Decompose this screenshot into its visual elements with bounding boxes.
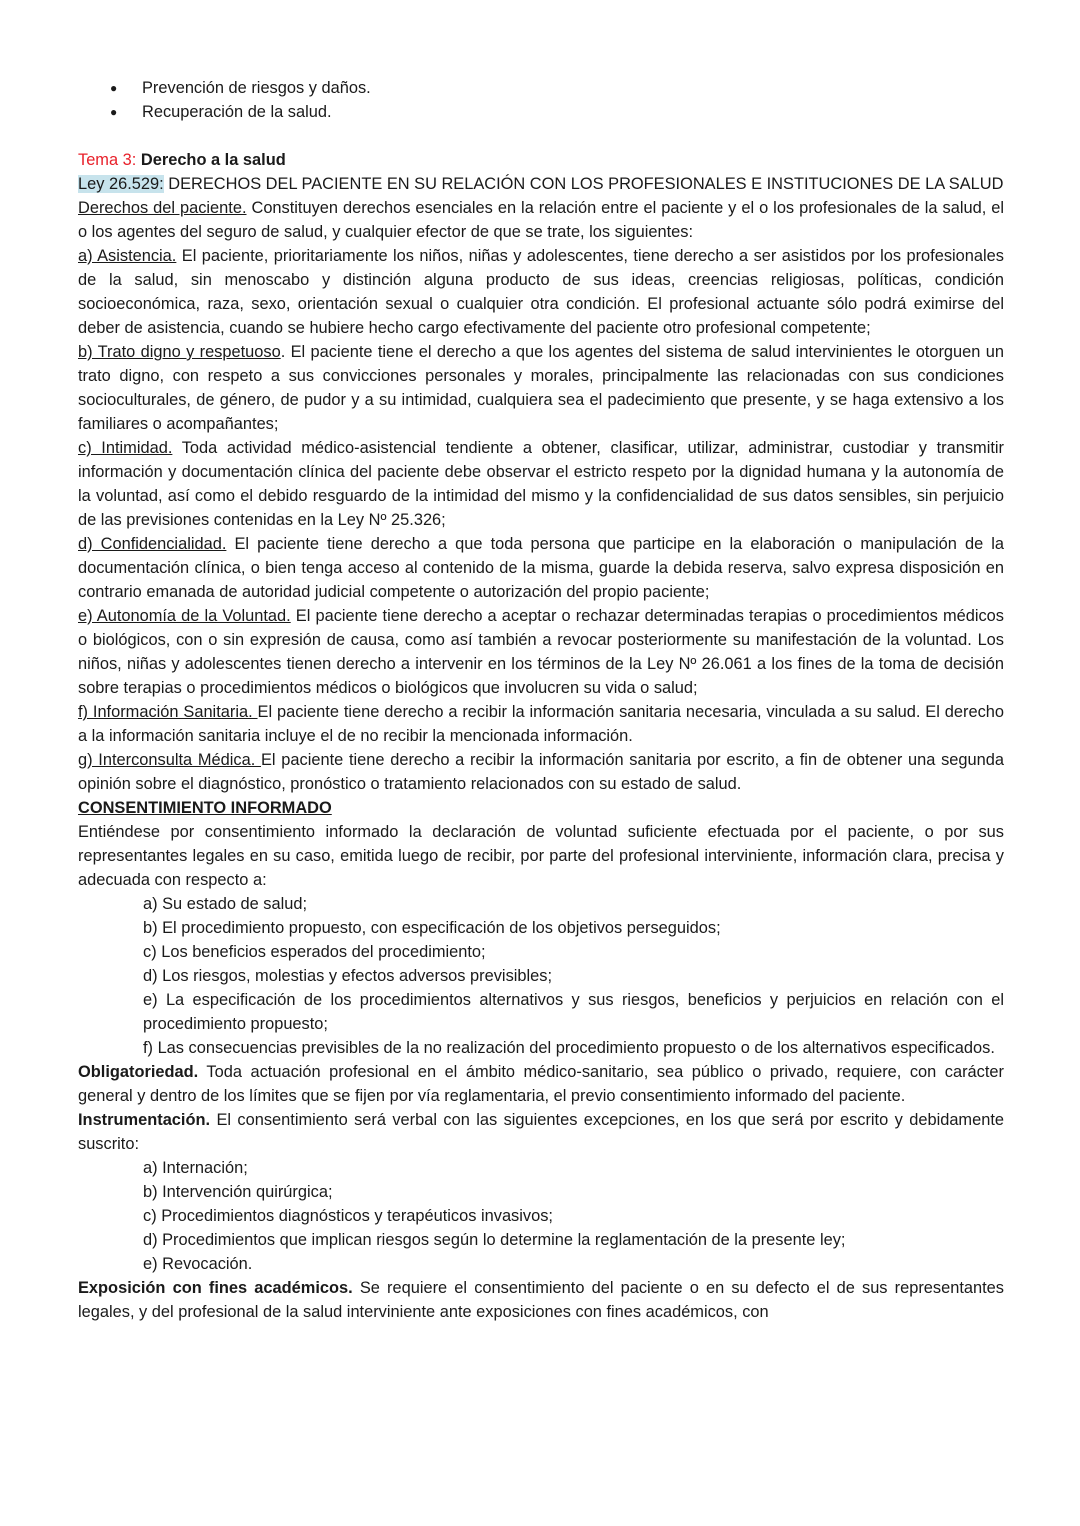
right-label: g) Interconsulta Médica. [78, 751, 261, 769]
right-label: a) Asistencia. [78, 247, 177, 265]
right-a [78, 244, 1004, 340]
right-text: El paciente tiene derecho a recibir la información sanitaria necesaria, vinculada a su salud. El derecho a la información sanitaria incluye el de no recibir la mencionada información. [78, 703, 1004, 745]
bullet-list [78, 76, 1004, 124]
exposicion-paragraph [78, 1276, 1004, 1324]
consent-item: b) El procedimiento propuesto, con especificación de los objetivos perseguidos; [143, 919, 721, 937]
consent-item: f) Las consecuencias previsibles de la no realización del procedimiento propuesto o de los alternativos especificados. [143, 1039, 995, 1057]
right-text: . El paciente tiene el derecho a que los agentes del sistema de salud intervinientes le otorguen un trato digno, con respeto a sus convicciones personales y morales, principalmente las relacionadas con sus condiciones socioculturales, de género, de pudor y a su intimidad, cualquiera sea el padecimiento que presente, y se haga extensivo a los familiares o acompañantes; [78, 343, 1004, 433]
law-heading [78, 172, 1004, 196]
right-text: El paciente tiene derecho a recibir la información sanitaria por escrito, a fin de obtener una segunda opinión sobre el diagnóstico, pronóstico o tratamiento relacionados con su estado de salud. [78, 751, 1004, 793]
right-label: e) Autonomía de la Voluntad. [78, 607, 291, 625]
paragraph-text: Se requiere el consentimiento del paciente o en su defecto el de sus representantes legales, y del profesional de la salud interviniente ante exposiciones con fines académicos, con [78, 1279, 1004, 1321]
instrumentacion-paragraph [78, 1108, 1004, 1156]
consent-item: a) Su estado de salud; [143, 895, 308, 913]
consent-heading: CONSENTIMIENTO INFORMADO [78, 799, 332, 817]
document-page [78, 76, 1004, 1324]
tema-title: Derecho a la salud [140, 151, 286, 169]
right-f [78, 700, 1004, 748]
paragraph-label: Exposición con fines académicos. [78, 1279, 353, 1297]
consent-intro: Entiéndese por consentimiento informado la declaración de voluntad suficiente efectuada por el paciente, o por sus representantes legales en su caso, emitida luego de recibir, por parte del profesional interviniente, información clara, precisa y adecuada con respecto a: [78, 823, 1004, 889]
right-text: El paciente tiene derecho a que toda persona que participe en la elaboración o manipulación de la documentación clínica, o bien tenga acceso al contenido de la misma, guarde la debida reserva, salvo expresa disposición en contrario emanada de autoridad judicial competente o autorización del propio paciente; [78, 535, 1005, 601]
list-item: ● Recuperación de la salud. [78, 100, 1004, 124]
instrumentacion-item: d) Procedimientos que implican riesgos según lo determine la reglamentación de la presente ley; [143, 1231, 846, 1249]
paragraph-label: Obligatoriedad. [78, 1063, 199, 1081]
instrumentacion-item: e) Revocación. [143, 1255, 253, 1273]
right-label: c) Intimidad. [78, 439, 173, 457]
tema-label: Tema 3: [78, 151, 137, 169]
law-title: DERECHOS DEL PACIENTE EN SU RELACIÓN CON LOS PROFESIONALES E INSTITUCIONES DE LA SALUD [168, 175, 1004, 193]
section-heading [78, 148, 1004, 172]
instrumentacion-item: b) Intervención quirúrgica; [143, 1183, 333, 1201]
paragraph [78, 196, 1004, 244]
right-b [78, 340, 1004, 436]
paragraph-text: Toda actuación profesional en el ámbito médico-sanitario, sea público o privado, requiere, con carácter general y dentro de los límites que se fijen por vía reglamentaria, el previo consentimiento informado del paciente. [78, 1063, 1004, 1105]
obligatoriedad-paragraph [78, 1060, 1004, 1108]
right-g [78, 748, 1004, 796]
right-c [78, 436, 1004, 532]
instrumentacion-item: c) Procedimientos diagnósticos y terapéuticos invasivos; [143, 1207, 553, 1225]
paragraph-text: El consentimiento será verbal con las siguientes excepciones, en los que será por escrito y debidamente suscrito: [78, 1111, 1004, 1153]
consent-item: e) La especificación de los procedimientos alternativos y sus riesgos, beneficios y perjuicios en relación con el procedimiento propuesto; [143, 991, 1004, 1033]
right-label: f) Información Sanitaria. [78, 703, 258, 721]
right-text: Toda actividad médico-asistencial tendiente a obtener, clasificar, utilizar, administrar, custodiar y transmitir información y documentación clínica del paciente debe observar el estricto respeto por la dignidad humana y la autonomía de la voluntad, así como el debido resguardo de la intimidad del mismo y la confidencialidad de sus datos sensibles, sin perjuicio de las previsiones contenidas en la Ley Nº 25.326; [78, 439, 1004, 529]
paragraph-label: Instrumentación. [78, 1111, 211, 1129]
instrumentacion-item: a) Internación; [143, 1159, 248, 1177]
right-text: El paciente, prioritariamente los niños, niñas y adolescentes, tiene derecho a ser asistidos por los profesionales de la salud, sin menoscabo y distinción alguna producto de sus ideas, creencias religiosas, políticas, condición socioeconómica, raza, sexo, orientación sexual o cualquier otra condición. El profesional actuante sólo podrá eximirse del deber de asistencia, cuando se hubiere hecho cargo efectivamente del paciente otro profesional competente; [78, 247, 1004, 337]
law-label: Ley 26.529: [78, 175, 164, 193]
list-item: ● Prevención de riesgos y daños. [78, 76, 1004, 100]
right-label: d) Confidencialidad. [78, 535, 227, 553]
consent-item: d) Los riesgos, molestias y efectos adversos previsibles; [143, 967, 553, 985]
consent-item: c) Los beneficios esperados del procedimiento; [143, 943, 486, 961]
right-d [78, 532, 1004, 604]
right-e [78, 604, 1004, 700]
right-label: b) Trato digno y respetuoso [78, 343, 281, 361]
paragraph-text: Constituyen derechos esenciales en la relación entre el paciente y el o los profesionales de la salud, el o los agentes del seguro de salud, y cualquier efector de que se trate, los siguientes: [78, 199, 1004, 241]
right-text: El paciente tiene derecho a aceptar o rechazar determinadas terapias o procedimientos médicos o biológicos, con o sin expresión de causa, como así también a revocar posteriormente su manifestación de la voluntad. Los niños, niñas y adolescentes tienen derecho a intervenir en los términos de la Ley Nº 26.061 a los fines de la toma de decisión sobre terapias o procedimientos médicos o biológicos que involucren su vida o salud; [78, 607, 1004, 697]
paragraph-label: Derechos del paciente. [78, 199, 247, 217]
